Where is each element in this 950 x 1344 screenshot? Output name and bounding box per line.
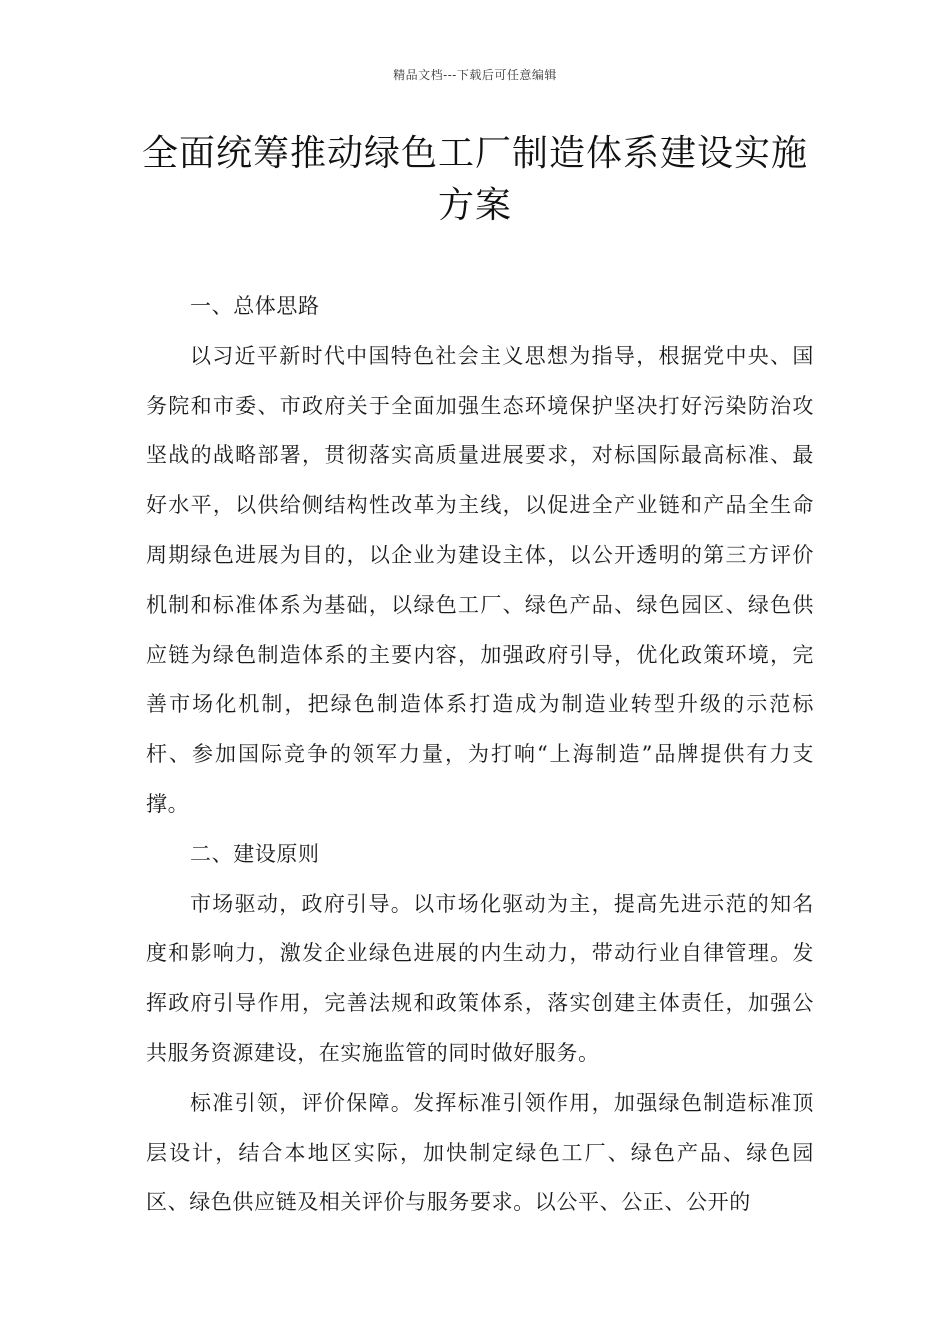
paragraph-overall-approach: 以习近平新时代中国特色社会主义思想为指导，根据党中央、国务院和市委、市政府关于全面加强生态环境保护坚决打好污染防治攻坚战的战略部署，贯彻落实高质量进展要求，对标国际最高标准、最好水平，以供给侧结构性改革为主线，以促进全产业链和产品全生命周期绿色进展为目的，以企业为建设主体，以公开透明的第三方评价机制和标准体系为基础，以绿色工厂、绿色产品、绿色园区、绿色供应链为绿色制造体系的主要内容，加强政府引导，优化政策环境，完善市场化机制，把绿色制造体系打造成为制造业转型升级的示范标杆、参加国际竞争的领军力量，为打响“上海制造”品牌提供有力支撑。: [146, 343, 814, 816]
section-heading-principles: 二、建设原则: [190, 841, 320, 866]
section-heading-overall-approach: 一、总体思路: [190, 294, 320, 318]
paragraph-standards-guidance: 标准引领，评价保障。发挥标准引领作用，加强绿色制造标准顶层设计，结合本地区实际，加快制定绿色工厂、绿色产品、绿色园区、绿色供应链及相关评价与服务要求。以公平、公正、公开的: [146, 1090, 814, 1215]
paragraph-market-driven: 市场驱动，政府引导。以市场化驱动为主，提高先进示范的知名度和影响力，激发企业绿色进展的内生动力，带动行业自律管理。发挥政府引导作用，完善法规和政策体系，落实创建主体责任，加强公共服务资源建设，在实施监管的同时做好服务。: [146, 891, 814, 1065]
document-body: [146, 282, 814, 1228]
header-note: 精品文档---下载后可任意编辑: [393, 68, 557, 82]
document-title: 全面统筹推动绿色工厂制造体系建设实施方案: [141, 133, 808, 226]
